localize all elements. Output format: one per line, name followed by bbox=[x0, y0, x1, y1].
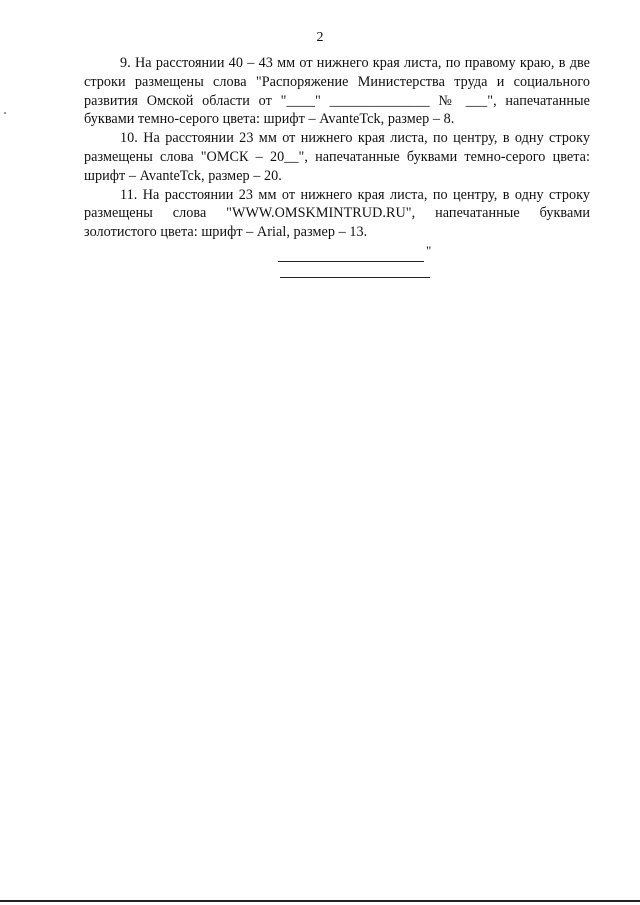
paragraph-9: 9. На расстоянии 40 – 43 мм от нижнего края листа, по правому краю, в две строки размещены слова "Распоряжение Министерства труда и социального развития Омской области от "____" ______________ № ___", напечатанные буквами темно-серого цвета: шрифт – AvanteTck, размер – 8. bbox=[84, 55, 590, 128]
margin-mark bbox=[4, 112, 6, 114]
paragraph-10: 10. На расстоянии 23 мм от нижнего края листа, по центру, в одну строку размещены слова "ОМСК – 20__", напечатанные буквами темно-серого цвета: шрифт – AvanteTck, размер – 20. bbox=[84, 130, 590, 184]
document-body bbox=[84, 54, 590, 242]
closing-lines bbox=[276, 243, 436, 283]
closing-line-upper bbox=[278, 261, 424, 262]
paragraph-11: 11. На расстоянии 23 мм от нижнего края листа, по центру, в одну строку размещены слова "WWW.OMSKMINTRUD.RU", напечатанные буквами золотистого цвета: шрифт – Arial, размер – 13. bbox=[84, 186, 590, 241]
closing-line-lower bbox=[280, 277, 430, 278]
bottom-edge-rule bbox=[0, 900, 640, 902]
closing-quote-mark: " bbox=[426, 243, 432, 258]
page-number: 2 bbox=[316, 30, 324, 45]
